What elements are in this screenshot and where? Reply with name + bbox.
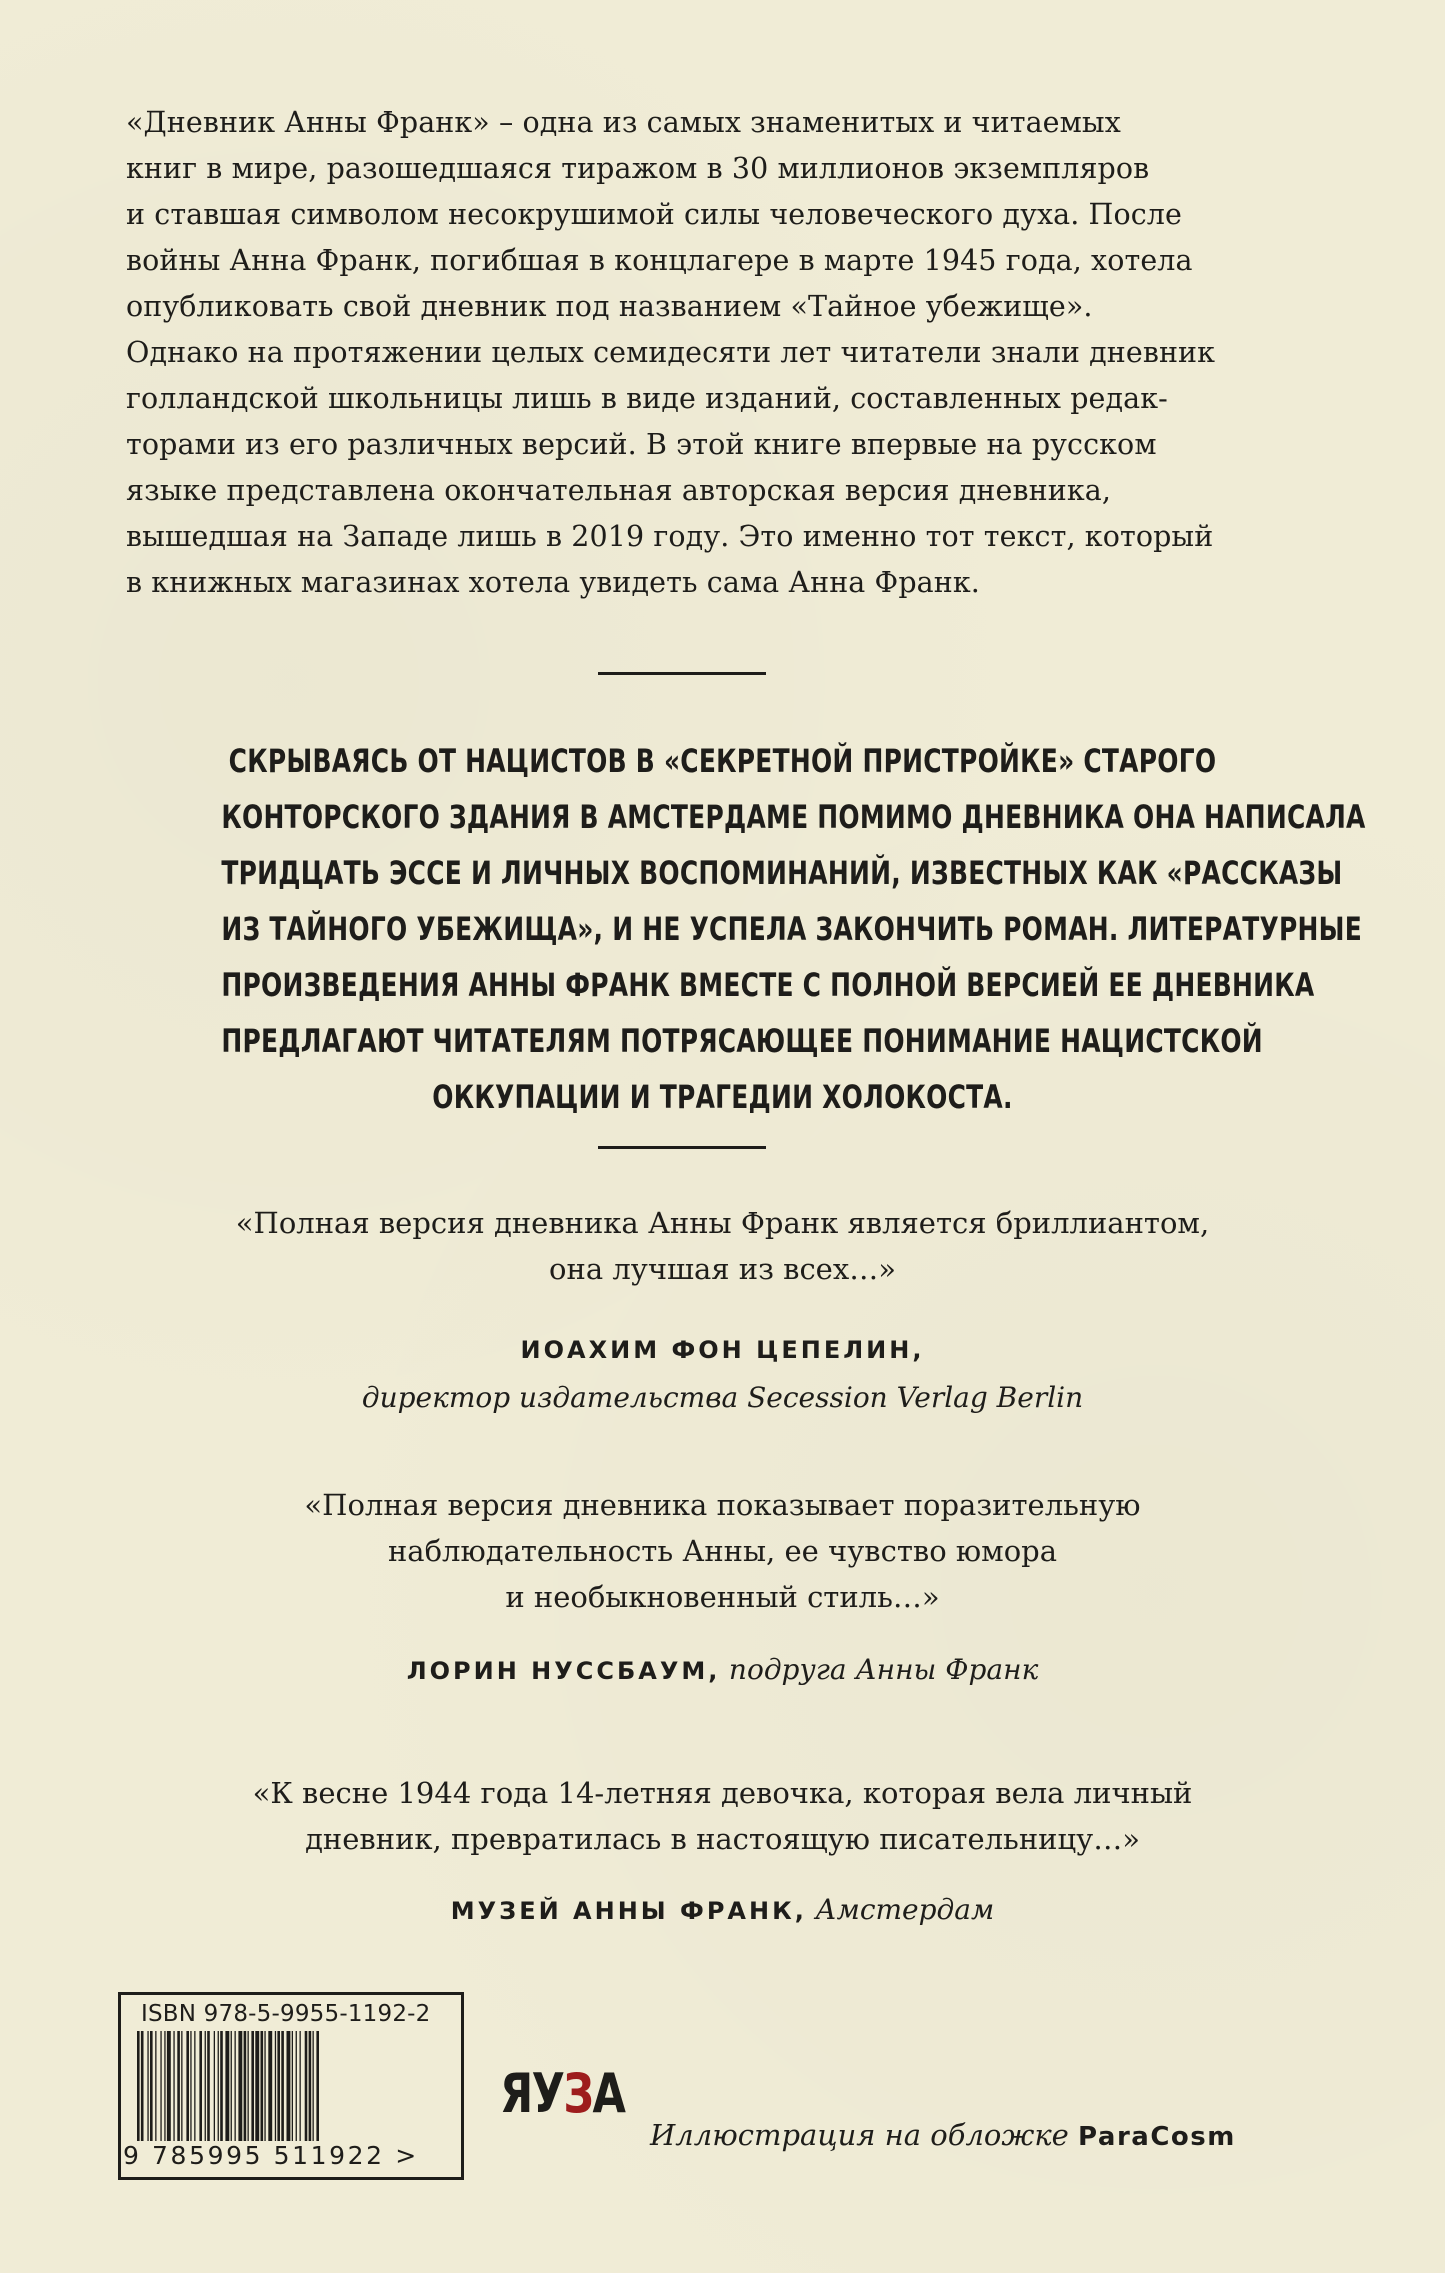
highlight-line: ОККУПАЦИИ И ТРАГЕДИИ ХОЛОКОСТА. xyxy=(432,1078,1013,1116)
barcode-bar xyxy=(316,2031,319,2141)
highlight-line: СКРЫВАЯСЬ ОТ НАЦИСТОВ В «СЕКРЕТНОЙ ПРИСТРОЙКЕ» СТАРОГО xyxy=(228,742,1217,780)
intro-line: в книжных магазинах хотела увидеть сама Анна Франк. xyxy=(126,566,980,599)
review-attribution-3 xyxy=(60,1890,1385,1931)
intro-line: языке представлена окончательная авторская версия дневника, xyxy=(126,474,1111,507)
intro-line: Однако на протяжении целых семидесяти лет читатели знали дневник xyxy=(126,336,1216,369)
barcode-bar xyxy=(214,2031,215,2141)
intro-line: и ставшая символом несокрушимой силы человеческого духа. После xyxy=(126,198,1182,231)
barcode-bar xyxy=(292,2031,293,2141)
quote-line: «К весне 1944 года 14-летняя девочка, которая вела личный xyxy=(252,1776,1193,1810)
barcode-bar xyxy=(181,2031,182,2141)
barcode-bar xyxy=(300,2031,301,2141)
quote-line: она лучшая из всех…» xyxy=(549,1252,896,1286)
publisher-logo-left: ЯУ xyxy=(500,2062,564,2125)
barcode-bar xyxy=(248,2031,249,2141)
isbn-number: ISBN 978-5-9955-1192-2 xyxy=(141,2001,431,2027)
review-attribution-2 xyxy=(60,1650,1385,1691)
barcode-bar xyxy=(244,2031,247,2141)
barcode-bar xyxy=(235,2031,236,2141)
intro-line: вышедшая на Западе лишь в 2019 году. Это именно тот текст, который xyxy=(126,520,1214,553)
barcode-bar xyxy=(190,2031,191,2141)
reviewer-name: МУЗЕЙ АННЫ ФРАНК, xyxy=(450,1897,807,1925)
reviewer-name: ИОАХИМ ФОН ЦЕПЕЛИН, xyxy=(520,1336,925,1364)
barcode-bar xyxy=(251,2031,254,2141)
barcode-bar xyxy=(268,2031,272,2141)
barcode-bar xyxy=(309,2031,312,2141)
barcode-bar xyxy=(155,2031,156,2141)
barcode-bars xyxy=(135,2031,447,2141)
barcode-bar xyxy=(264,2031,265,2141)
barcode-bar xyxy=(225,2031,229,2141)
intro-line: опубликовать свой дневник под названием «Тайное убежище». xyxy=(126,290,1093,323)
highlight-paragraph xyxy=(221,733,1366,1125)
intro-line: голландской школьницы лишь в виде изданий, составленных редак- xyxy=(126,382,1168,415)
publisher-logo-right: А xyxy=(592,2062,625,2125)
highlight-line: ПРЕДЛАГАЮТ ЧИТАТЕЛЯМ ПОТРЯСАЮЩЕЕ ПОНИМАНИЕ НАЦИСТСКОЙ xyxy=(221,1022,1263,1060)
barcode-bar xyxy=(199,2031,202,2141)
quote-line: наблюдательность Анны, ее чувство юмора xyxy=(387,1534,1058,1568)
illustration-credit-text: Иллюстрация на обложке xyxy=(650,2118,1069,2152)
quote-line: «Полная версия дневника Анны Франк является бриллиантом, xyxy=(235,1206,1210,1240)
barcode-bar xyxy=(261,2031,264,2141)
illustration-artist: ParaCosm xyxy=(1078,2122,1236,2152)
barcode-bar xyxy=(218,2031,219,2141)
ean-digits: 9 785995 511922 > xyxy=(123,2141,419,2170)
barcode-bar xyxy=(147,2031,148,2141)
quote-line: дневник, превратилась в настоящую писательницу…» xyxy=(305,1822,1140,1856)
barcode-bar xyxy=(173,2031,174,2141)
barcode-bar xyxy=(207,2031,210,2141)
barcode-bar xyxy=(177,2031,180,2141)
barcode-bar xyxy=(238,2031,242,2141)
barcode-bar xyxy=(296,2031,297,2141)
barcode-bar xyxy=(186,2031,189,2141)
illustration-credit xyxy=(650,2118,1236,2152)
publisher-logo xyxy=(500,2062,624,2125)
highlight-line: ТРИДЦАТЬ ЭССЕ И ЛИЧНЫХ ВОСПОМИНАНИЙ, ИЗВЕСТНЫХ КАК «РАССКАЗЫ xyxy=(221,854,1343,892)
highlight-line: ПРОИЗВЕДЕНИЯ АННЫ ФРАНК ВМЕСТЕ С ПОЛНОЙ ВЕРСИЕЙ ЕЕ ДНЕВНИКА xyxy=(221,966,1315,1004)
review-quote-2 xyxy=(60,1482,1385,1620)
intro-line: «Дневник Анны Франк» – одна из самых знаменитых и читаемых xyxy=(126,106,1121,139)
barcode-bar xyxy=(287,2031,291,2141)
publisher-logo-mark: З xyxy=(563,2062,593,2125)
barcode-bar xyxy=(150,2031,153,2141)
barcode-bar xyxy=(167,2031,171,2141)
highlight-line: ИЗ ТАЙНОГО УБЕЖИЩА», И НЕ УСПЕЛА ЗАКОНЧИТЬ РОМАН. ЛИТЕРАТУРНЫЕ xyxy=(221,910,1363,948)
isbn-barcode xyxy=(118,1992,464,2180)
barcode-bar xyxy=(231,2031,232,2141)
barcode-bar xyxy=(275,2031,276,2141)
barcode-bar xyxy=(220,2031,223,2141)
review-attribution-1 xyxy=(60,1330,1385,1419)
intro-line: войны Анна Франк, погибшая в концлагере в марте 1945 года, хотела xyxy=(126,244,1193,277)
barcode-bar xyxy=(313,2031,314,2141)
barcode-bar xyxy=(281,2031,284,2141)
barcode-bar xyxy=(194,2031,195,2141)
divider-rule xyxy=(598,1146,766,1149)
reviewer-role: директор издательства Secession Verlag Berlin xyxy=(361,1381,1084,1414)
barcode-bar xyxy=(305,2031,308,2141)
divider-rule xyxy=(598,672,766,675)
intro-paragraph xyxy=(126,100,1306,606)
reviewer-role: подруга Анны Франк xyxy=(728,1653,1039,1686)
reviewer-role: Амстердам xyxy=(815,1893,995,1926)
barcode-bar xyxy=(205,2031,206,2141)
barcode-bar xyxy=(255,2031,259,2141)
intro-line: книг в мире, разошедшаяся тиражом в 30 миллионов экземпляров xyxy=(126,152,1150,185)
barcode-bar xyxy=(164,2031,165,2141)
highlight-line: КОНТОРСКОГО ЗДАНИЯ В АМСТЕРДАМЕ ПОМИМО ДНЕВНИКА ОНА НАПИСАЛА xyxy=(221,798,1366,836)
reviewer-name: ЛОРИН НУССБАУМ, xyxy=(406,1657,721,1685)
quote-line: «Полная версия дневника показывает поразительную xyxy=(304,1488,1141,1522)
barcode-bar xyxy=(137,2031,140,2141)
barcode-bar xyxy=(141,2031,144,2141)
review-quote-3 xyxy=(60,1770,1385,1862)
barcode-bar xyxy=(160,2031,161,2141)
intro-line: торами из его различных версий. В этой книге впервые на русском xyxy=(126,428,1157,461)
barcode-bar xyxy=(277,2031,280,2141)
quote-line: и необыкновенный стиль…» xyxy=(505,1580,940,1614)
review-quote-1 xyxy=(60,1200,1385,1292)
